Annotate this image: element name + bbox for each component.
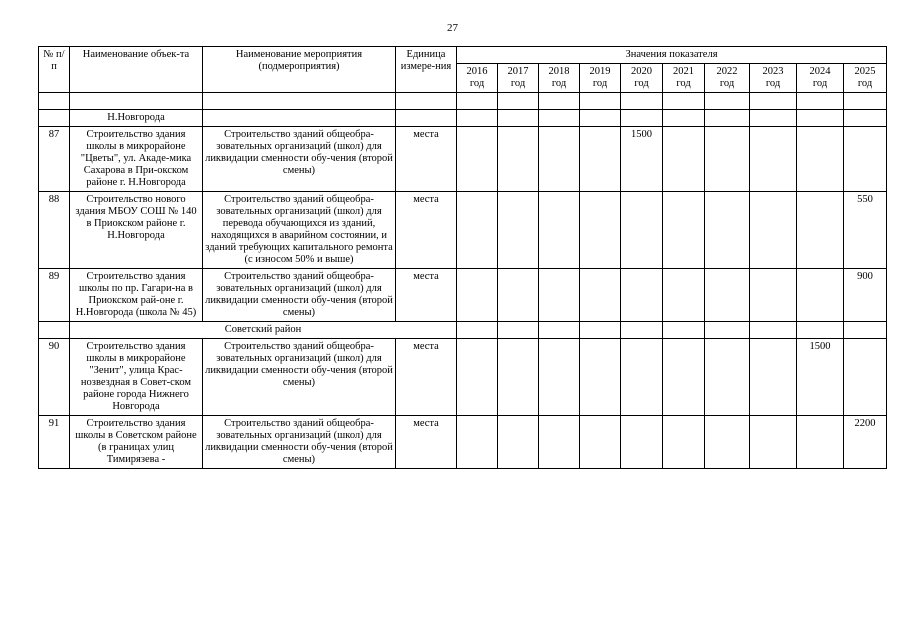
header-spacer-row [39, 93, 887, 110]
measure-name: Строительство зданий общеобра-зовательных организаций (школ) для ликвидации сменности обу-чения (второй смены) [203, 416, 396, 469]
value-cell-2023 [750, 269, 797, 322]
header-measure: Наименование мероприятия (подмероприятия) [203, 47, 396, 93]
value-cell-2023 [750, 339, 797, 416]
object-name: Строительство здания школы по пр. Гагари-на в Приокском рай-оне г. Н.Новгорода (школа № 45) [70, 269, 203, 322]
value-cell-2022 [705, 192, 750, 269]
table-row [39, 192, 887, 269]
measure-name: Строительство зданий общеобра-зовательных организаций (школ) для ликвидации сменности обу-чения (второй смены) [203, 269, 396, 322]
header-object: Наименование объек-та [70, 47, 203, 93]
object-name: Строительство здания школы в Советском районе (в границах улиц Тимирязева - [70, 416, 203, 469]
section-title: Советский район [70, 322, 457, 339]
unit-cell: места [396, 416, 457, 469]
header-year-value: 2022 [716, 66, 738, 77]
page-number: 27 [447, 22, 458, 34]
value-cell-2020: 1500 [621, 127, 663, 192]
header-row-top [39, 47, 887, 64]
value-cell-2024 [797, 416, 844, 469]
value-cell-2025: 2200 [844, 416, 887, 469]
value-cell-2017 [498, 269, 539, 322]
value-cell-2017 [498, 416, 539, 469]
value-cell-2020 [621, 416, 663, 469]
value-cell-2021 [663, 269, 705, 322]
object-name: Строительство нового здания МБОУ СОШ № 140 в Приокском районе г. Н.Новгорода [70, 192, 203, 269]
header-year-word: год [510, 78, 526, 89]
section-row [39, 322, 887, 339]
header-year-2023 [750, 64, 797, 93]
value-cell-2023 [750, 192, 797, 269]
value-cell-2022 [705, 127, 750, 192]
value-cell-2019 [580, 127, 621, 192]
header-year-value: 2023 [762, 66, 784, 77]
header-year-value: 2017 [507, 66, 529, 77]
header-year-value: 2021 [673, 66, 694, 77]
table-row [39, 339, 887, 416]
header-year-value: 2016 [466, 66, 488, 77]
value-cell-2021 [663, 192, 705, 269]
indicator-table [38, 46, 887, 469]
header-year-2025 [844, 64, 887, 93]
value-cell-2016 [457, 127, 498, 192]
header-year-2024 [797, 64, 844, 93]
table-row-continuation [39, 110, 887, 127]
value-cell-2021 [663, 339, 705, 416]
value-cell-2018 [539, 192, 580, 269]
header-year-2019 [580, 64, 621, 93]
value-cell-2024 [797, 192, 844, 269]
value-cell-2016 [457, 192, 498, 269]
header-year-word: год [592, 78, 608, 89]
value-cell-2018 [539, 339, 580, 416]
value-cell-2022 [705, 339, 750, 416]
header-year-2017 [498, 64, 539, 93]
header-year-word: год [857, 78, 873, 89]
measure-name: Строительство зданий общеобра-зовательных организаций (школ) для ликвидации сменности обу-чения (второй смены) [203, 127, 396, 192]
value-cell-2021 [663, 416, 705, 469]
value-cell-2024: 1500 [797, 339, 844, 416]
value-cell-2025 [844, 339, 887, 416]
unit-cell: места [396, 269, 457, 322]
value-cell-2016 [457, 339, 498, 416]
row-number: 87 [39, 127, 70, 192]
table-row [39, 127, 887, 192]
header-year-word: год [676, 78, 691, 89]
value-cell-2025: 550 [844, 192, 887, 269]
value-cell-2018 [539, 269, 580, 322]
header-year-value: 2024 [809, 66, 831, 77]
header-year-2016 [457, 64, 498, 93]
row-number: 91 [39, 416, 70, 469]
value-cell-2025: 900 [844, 269, 887, 322]
header-unit: Единица измере-ния [396, 47, 457, 93]
header-year-2021 [663, 64, 705, 93]
value-cell-2022 [705, 416, 750, 469]
value-cell-2016 [457, 269, 498, 322]
header-year-value: 2019 [589, 66, 611, 77]
value-cell-2017 [498, 192, 539, 269]
header-year-2018 [539, 64, 580, 93]
header-year-value: 2018 [548, 66, 570, 77]
unit-cell: места [396, 127, 457, 192]
value-cell-2020 [621, 192, 663, 269]
value-cell-2019 [580, 339, 621, 416]
value-cell-2018 [539, 416, 580, 469]
value-cell-2019 [580, 416, 621, 469]
unit-cell: места [396, 339, 457, 416]
value-cell-2024 [797, 127, 844, 192]
header-year-2020 [621, 64, 663, 93]
value-cell-2021 [663, 127, 705, 192]
header-year-word: год [469, 78, 485, 89]
value-cell-2017 [498, 127, 539, 192]
row-number: 89 [39, 269, 70, 322]
header-year-word: год [812, 78, 828, 89]
header-year-word: год [634, 78, 649, 89]
value-cell-2018 [539, 127, 580, 192]
value-cell-2019 [580, 269, 621, 322]
header-num: № п/п [39, 47, 70, 93]
value-cell-2023 [750, 127, 797, 192]
value-cell-2020 [621, 269, 663, 322]
row-number: 88 [39, 192, 70, 269]
value-cell-2020 [621, 339, 663, 416]
value-cell-2016 [457, 416, 498, 469]
header-year-value: 2020 [631, 66, 652, 77]
header-year-word: год [551, 78, 567, 89]
table-row [39, 416, 887, 469]
value-cell-2023 [750, 416, 797, 469]
unit-cell: места [396, 192, 457, 269]
measure-name: Строительство зданий общеобра-зовательных организаций (школ) для перевода обучающихся из зданий, находящихся в аварийном состоянии, и зданий требующих капитального ремонта (с износом 50% и выше) [203, 192, 396, 269]
header-year-word: год [719, 78, 735, 89]
header-year-2022 [705, 64, 750, 93]
header-values: Значения показателя [457, 47, 887, 64]
value-cell-2017 [498, 339, 539, 416]
value-cell-2025 [844, 127, 887, 192]
object-name: Н.Новгорода [70, 110, 203, 127]
object-name: Строительство здания школы в микрорайоне "Цветы", ул. Акаде-мика Сахарова в При-окском районе г. Н.Новгорода [70, 127, 203, 192]
object-name: Строительство здания школы в микрорайоне "Зенит", улица Крас-нозвездная в Совет-ском районе города Нижнего Новгорода [70, 339, 203, 416]
table-row [39, 269, 887, 322]
value-cell-2024 [797, 269, 844, 322]
header-year-value: 2025 [854, 66, 876, 77]
header-year-word: год [765, 78, 781, 89]
value-cell-2022 [705, 269, 750, 322]
value-cell-2019 [580, 192, 621, 269]
row-number: 90 [39, 339, 70, 416]
measure-name: Строительство зданий общеобра-зовательных организаций (школ) для ликвидации сменности обу-чения (второй смены) [203, 339, 396, 416]
